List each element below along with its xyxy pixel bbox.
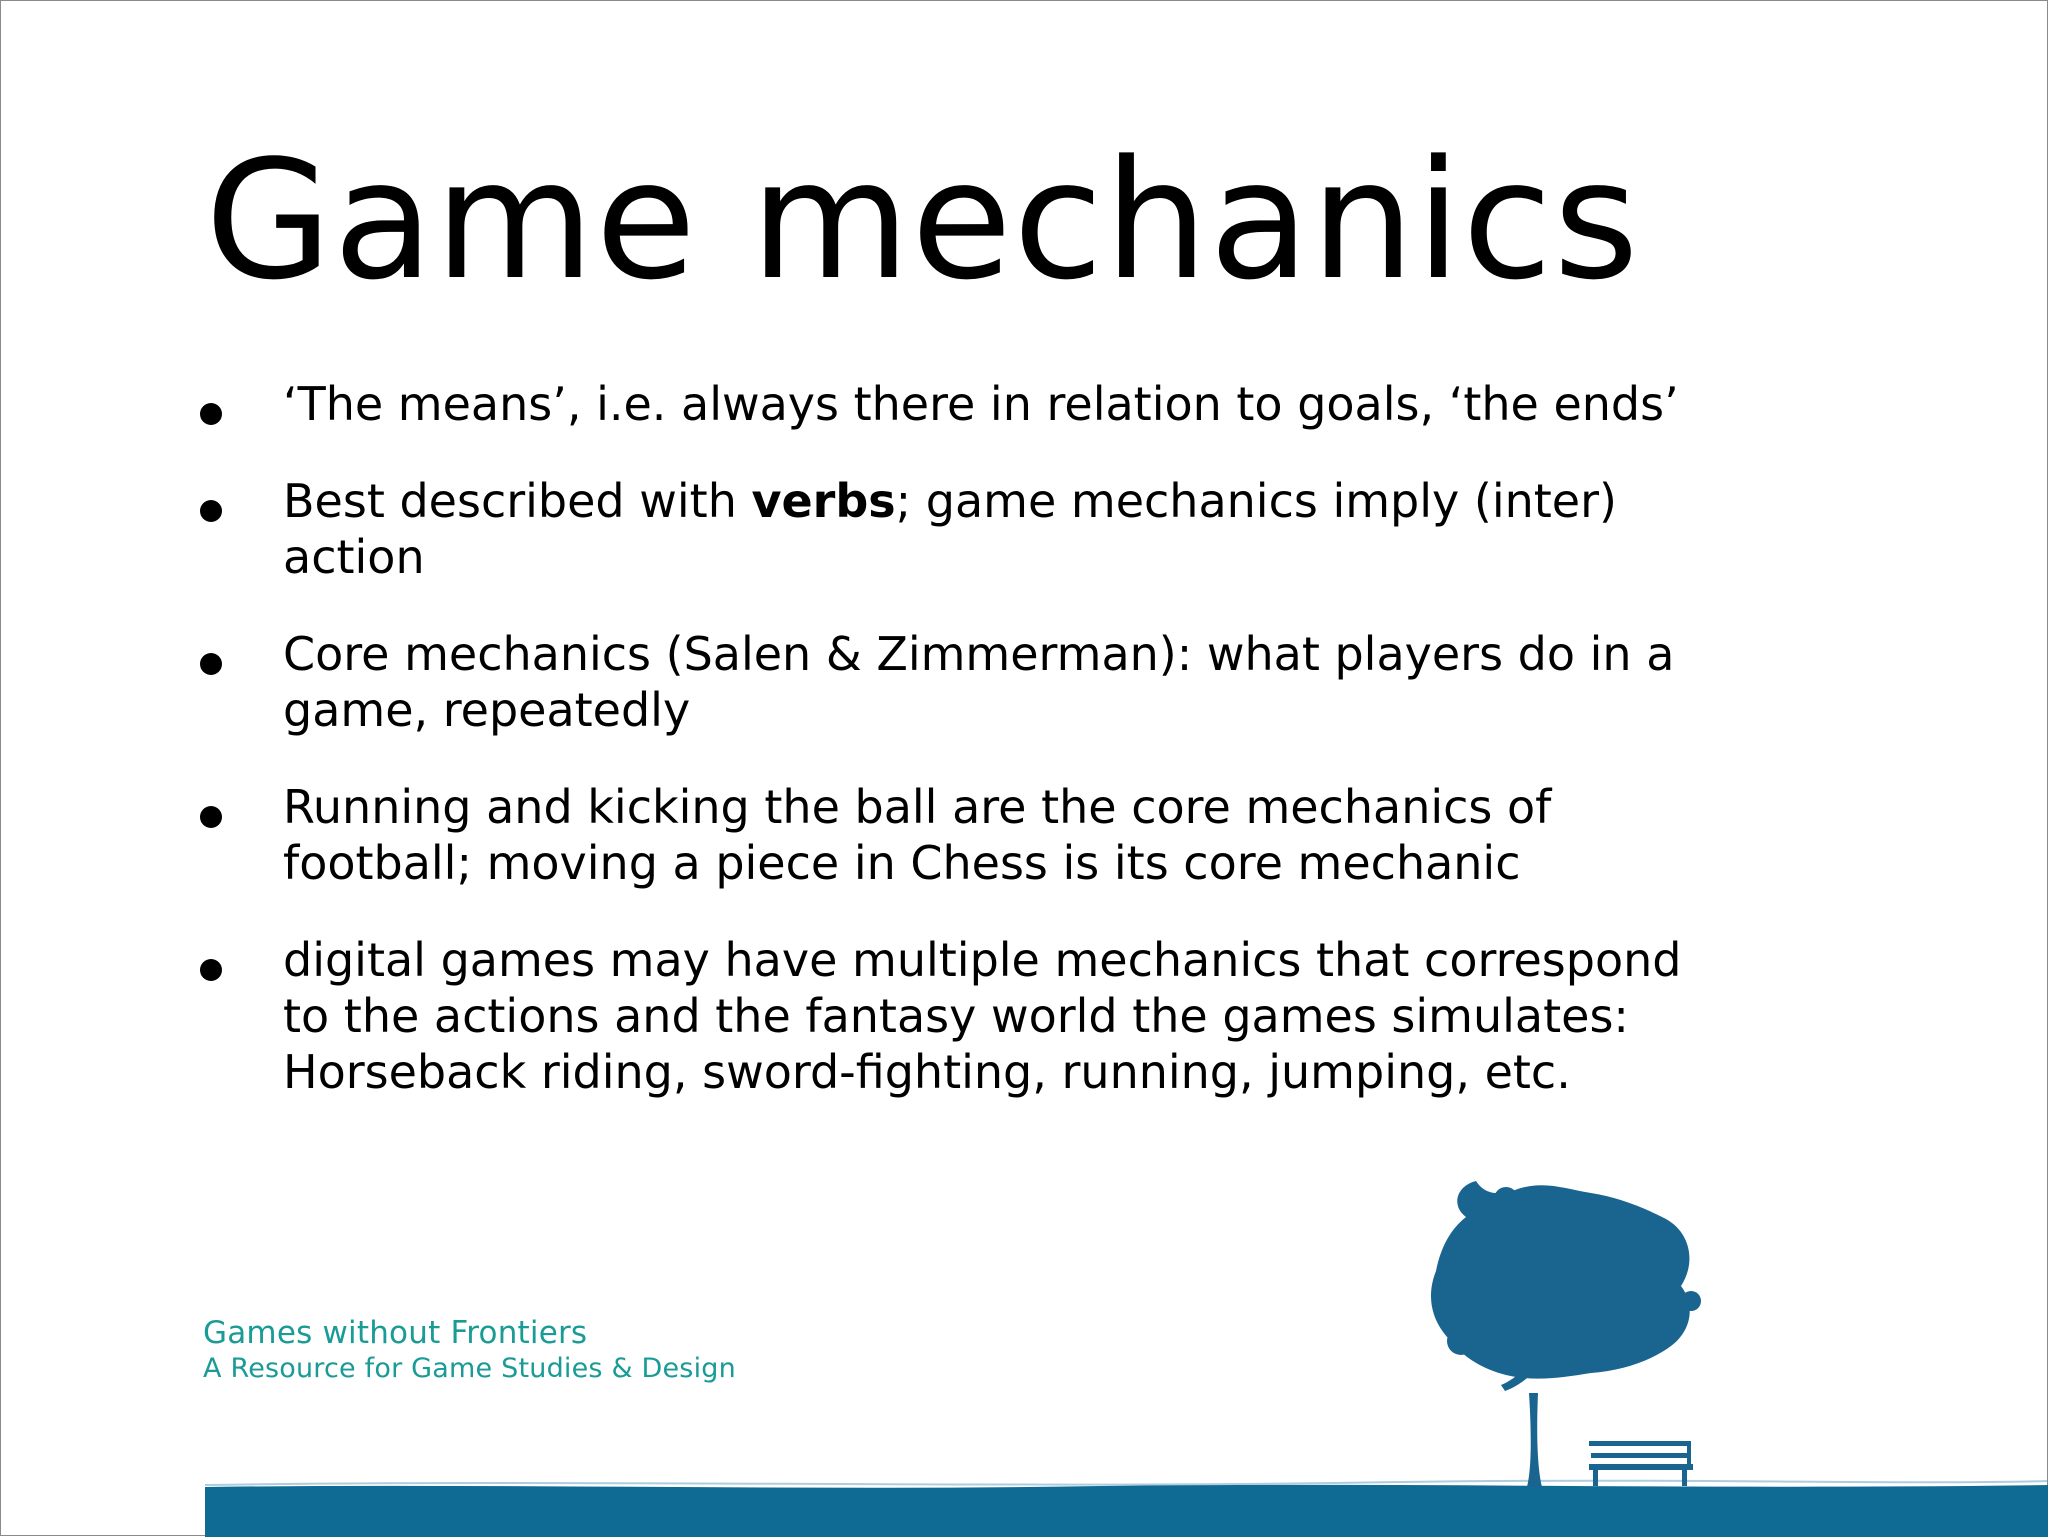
- bullet-text-run: digital games may have multiple mechanics that correspond to the actions and the fantasy world the games simulates: Horseback riding, sword-fighting, running, jumping, etc.: [283, 933, 1682, 1099]
- bullet-list: [191, 376, 1711, 1141]
- bullet-text-run: Running and kicking the ball are the core mechanics of football; moving a piece in Chess is its core mechanic: [283, 780, 1552, 890]
- bullet-text-run: Best described with: [283, 474, 752, 528]
- bullet-text: [283, 377, 1679, 431]
- ground-icon: [205, 1481, 2048, 1537]
- bullet-item: [191, 626, 1711, 738]
- footer-branding: [203, 1314, 736, 1386]
- bullet-text: [283, 627, 1674, 737]
- bench-icon: [1589, 1441, 1693, 1486]
- bullet-text-run: ‘The means’, i.e. always there in relation to goals, ‘the ends’: [283, 377, 1679, 431]
- tree-icon: [1431, 1181, 1701, 1487]
- footer-subtitle: A Resource for Game Studies & Design: [203, 1353, 736, 1384]
- bullet-text: [283, 780, 1551, 890]
- bullet-item: [191, 932, 1711, 1100]
- bullet-dot-icon: [200, 806, 222, 828]
- bullet-emphasis: verbs: [751, 474, 896, 528]
- bullet-text: [283, 474, 1617, 584]
- bullet-dot-icon: [200, 500, 222, 522]
- bullet-item: [191, 473, 1711, 585]
- bullet-item: [191, 779, 1711, 891]
- bullet-item: [191, 376, 1711, 432]
- footer-title: Games without Frontiers: [203, 1315, 588, 1351]
- bullet-text: [283, 933, 1681, 1099]
- bullet-text-run: ; game mechanics imply (inter) action: [283, 474, 1617, 584]
- bullet-dot-icon: [200, 959, 222, 981]
- bullet-dot-icon: [200, 653, 222, 675]
- bullet-text-run: Core mechanics (Salen & Zimmerman): what players do in a game, repeatedly: [283, 627, 1675, 737]
- bullet-dot-icon: [200, 403, 222, 425]
- slide-title: Game mechanics: [205, 125, 1640, 316]
